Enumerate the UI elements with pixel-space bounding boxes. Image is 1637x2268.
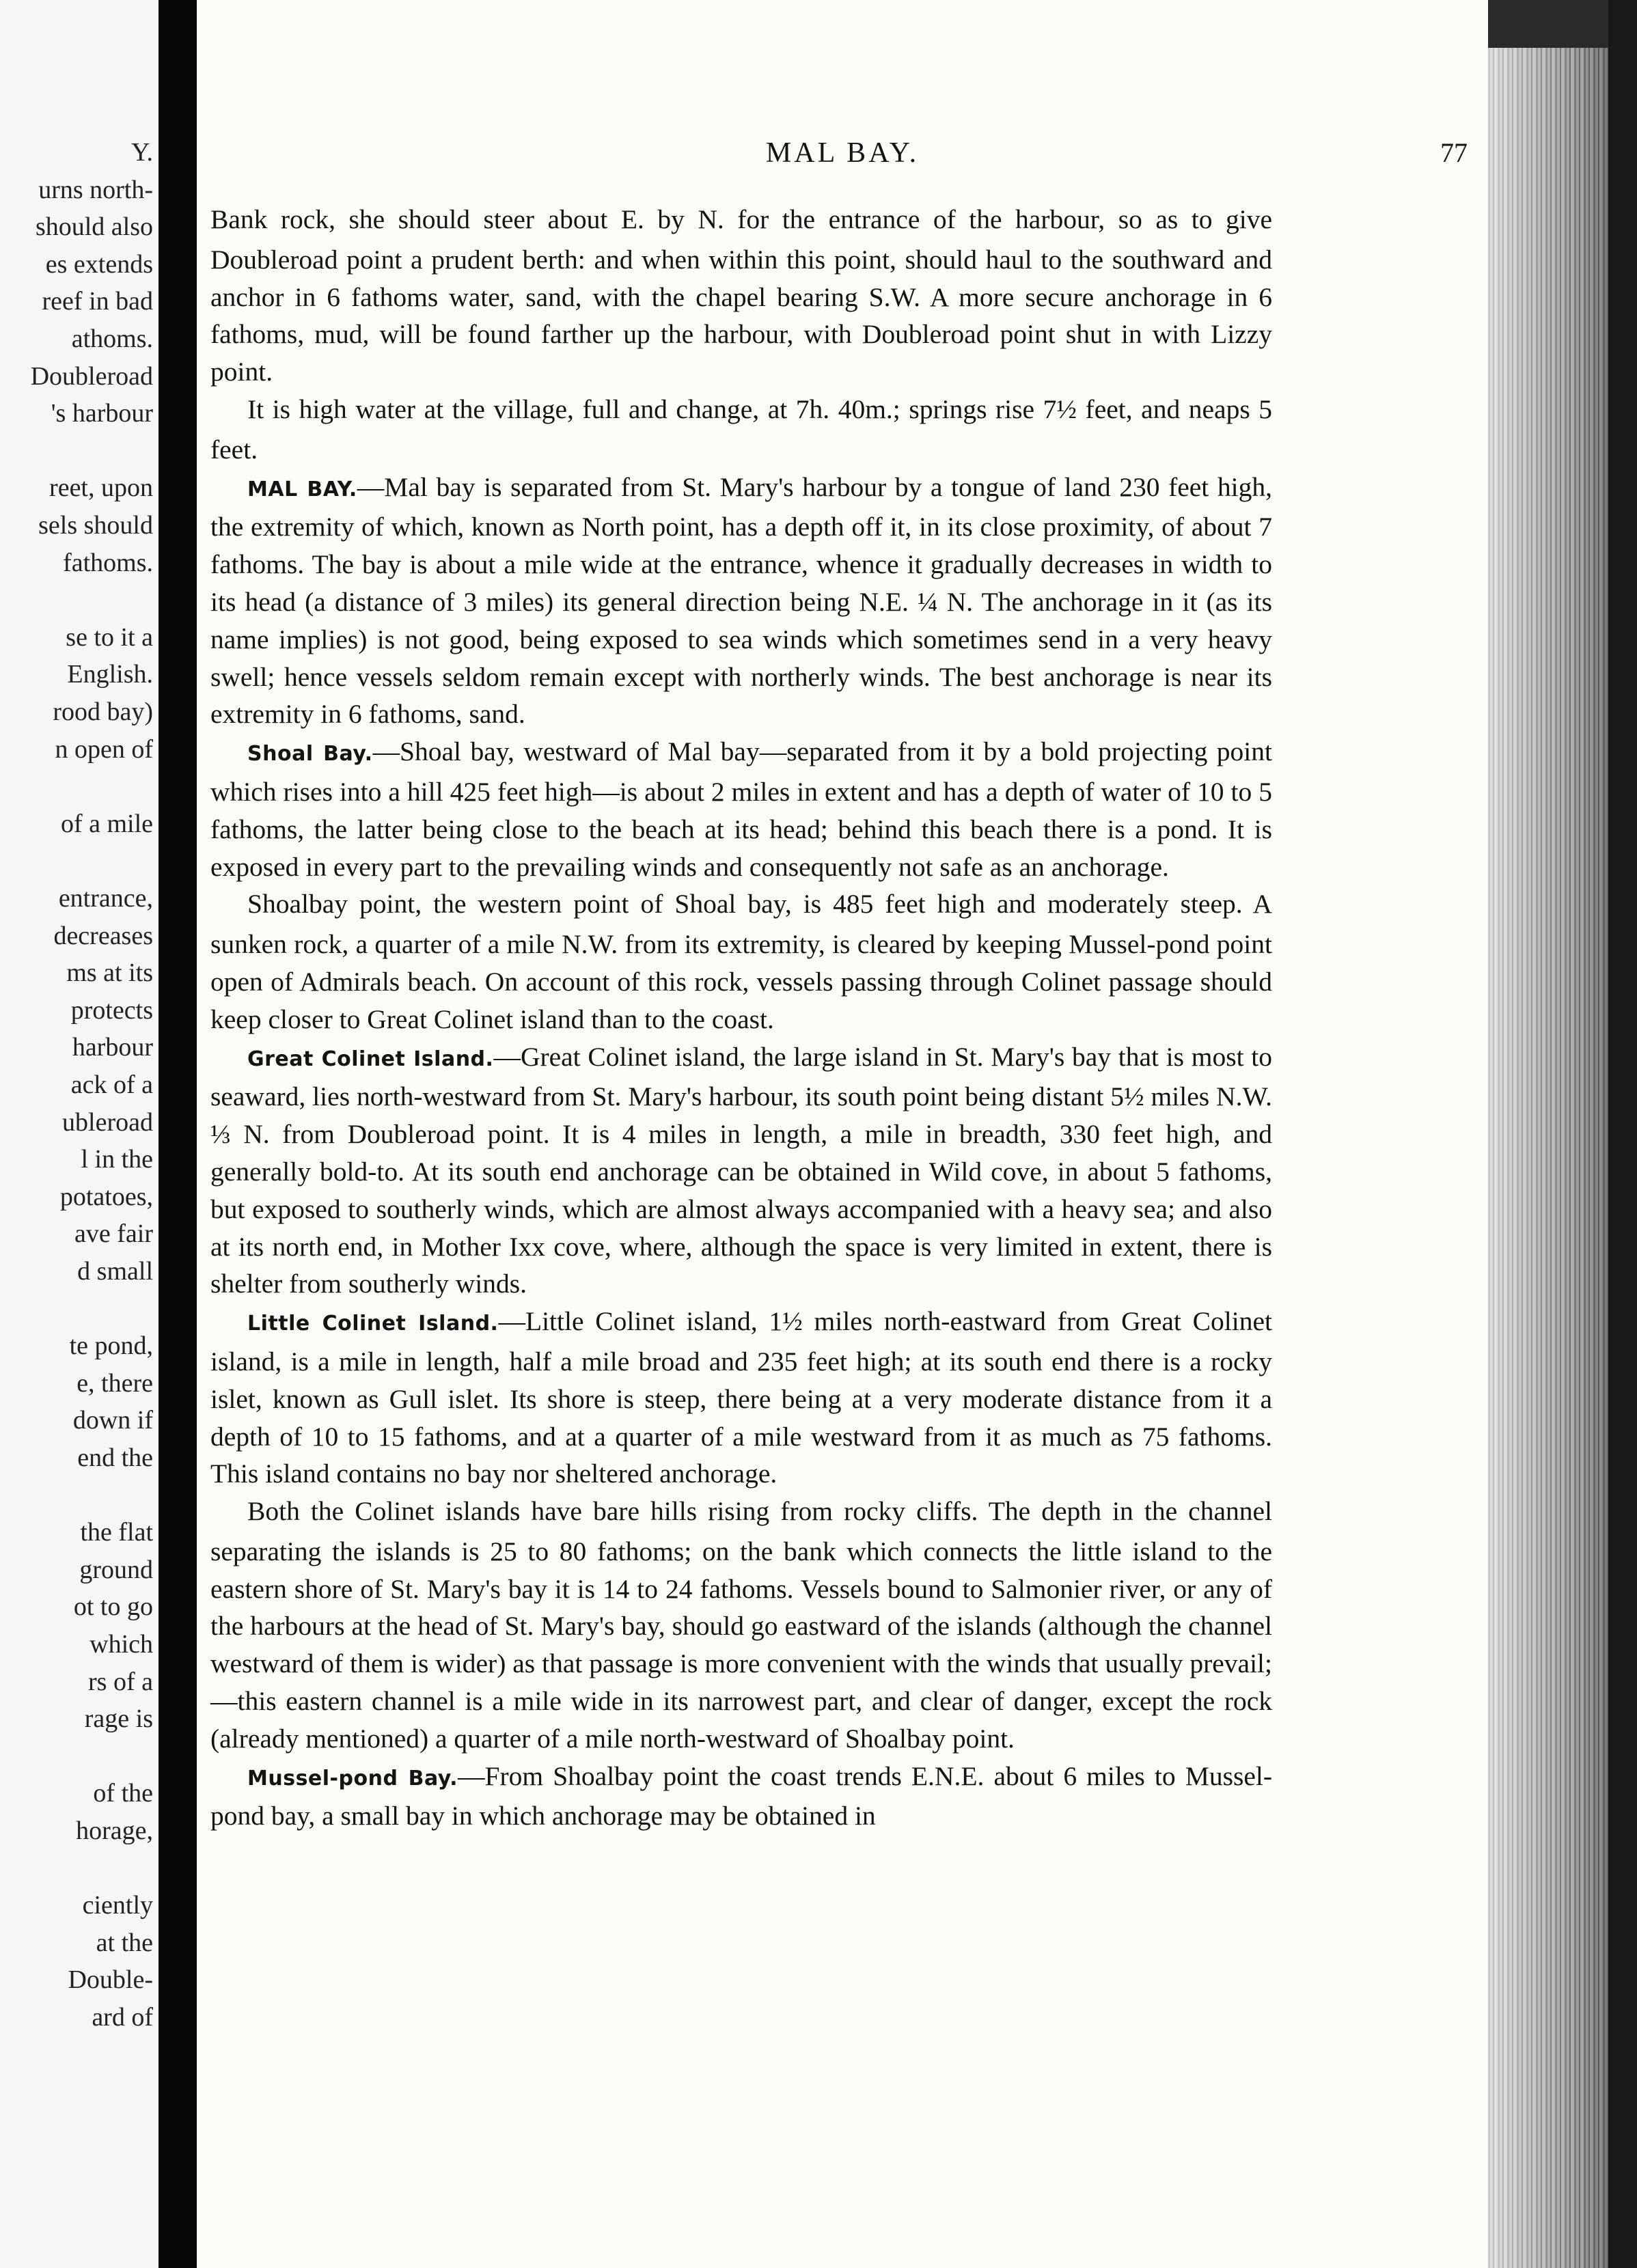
left-page-text-fragment: which: [90, 1630, 153, 1659]
left-page-text-fragment: potatoes,: [59, 1182, 153, 1211]
left-page-text-fragment: n open of: [55, 734, 153, 764]
paragraph-text: —Shoal bay, westward of Mal bay—separated from it by a bold projecting point which rises into a hill 425 feet high—is about 2 miles in extent and has a depth of water of 10 to 5 fathoms, the latter being close to the beach at its head; behind this beach there is a pond. It is exposed in every part to the prevailing winds and consequently not safe as an anchorage.: [210, 736, 1273, 882]
left-page-text-fragment: down if: [72, 1406, 153, 1435]
paragraph-text: Both the Colinet islands have bare hills rising from rocky cliffs. The depth in the channel separating the islands is 25 to 80 fathoms; on the bank which connects the little island to the eastern shore of St. Mary's bay it is 14 to 24 fathoms. Vessels bound to Salmonier river, or any of the harbours at the head of St. Mary's bay, should go eastward of the islands (although the channel westward of them is wider) as that passage is more convenient with the winds that usually prevail;—this eastern channel is a mile wide in its narrowest part, and clear of danger, except the rock (already mentioned) a quarter of a mile north-westward of Shoalbay point.: [210, 1496, 1272, 1754]
left-page-text-fragment: rood bay): [53, 697, 153, 726]
paragraph-heading: MAL BAY.: [247, 477, 357, 501]
paragraph-text: —Great Colinet island, the large island in St. Mary's bay that is most to seaward, lies north-westward from St. Mary's harbour, its south point being distant 5½ miles N.W. ⅓ N. from Doubleroad point. It is 4 miles in length, a mile in breadth, 330 feet high, and generally bold-to. At its south end anchorage can be obtained in Wild cove, in about 5 fathoms, but exposed to southerly winds, which are almost always accompanied with a heavy sea; and also at its north end, in Mother Ixx cove, where, although the space is very limited in extent, there is shelter from southerly winds.: [210, 1041, 1272, 1299]
paragraph-heading: Shoal Bay.: [247, 742, 373, 766]
left-page-text-fragment: ms at its: [66, 958, 153, 988]
left-page-text-fragment: at the: [96, 1928, 153, 1957]
paragraph: [210, 469, 1272, 734]
page-edge-stack: [1488, 0, 1637, 2268]
paragraph: [210, 201, 1272, 391]
running-title: MAL BAY.: [765, 137, 920, 169]
paragraph: [210, 1303, 1272, 1493]
book-binding-gutter: [159, 0, 197, 2268]
left-page-text-fragment: Doubleroad: [30, 361, 153, 391]
left-page-text-fragment: rs of a: [88, 1667, 153, 1696]
left-page-text-fragment: sels should: [38, 511, 153, 540]
paragraph: [210, 1493, 1272, 1758]
paragraph-text: It is high water at the village, full and change, at 7h. 40m.; springs rise 7½ feet, and neaps 5 feet.: [210, 393, 1272, 465]
paragraph: [210, 1758, 1272, 1836]
left-page-text-fragment: ciently: [82, 1891, 153, 1920]
left-page-text-fragment: d small: [77, 1257, 153, 1286]
paragraph-text: —Mal bay is separated from St. Mary's harbour by a tongue of land 230 feet high, the extremity of which, known as North point, has a depth off it, in its close proximity, of about 7 fathoms. The bay is about a mile wide at the entrance, whence it gradually decreases in width to its head (a distance of 3 miles) its general direction being N.E. ¼ N. The anchorage in it (as its name implies) is not good, being exposed to sea winds which sometimes send in a very heavy swell; hence vessels seldom remain except with northerly winds. The best anchorage is near its extremity in 6 fathoms, sand.: [210, 471, 1272, 730]
left-page-text-fragment: urns north-: [38, 175, 153, 204]
left-page-text-fragment: should also: [35, 212, 153, 242]
left-page-text-fragment: ave fair: [74, 1219, 153, 1249]
paragraph: [210, 1038, 1272, 1303]
left-page-text-fragment: ground: [79, 1555, 153, 1584]
left-page-text-fragment: decreases: [53, 921, 153, 950]
left-page-text-fragment: the flat: [80, 1518, 153, 1547]
left-page-text-fragment: entrance,: [58, 884, 153, 913]
left-page-text-fragment: of a mile: [60, 809, 153, 838]
previous-page-margin: [0, 0, 159, 2268]
left-page-text-fragment: ot to go: [73, 1592, 153, 1622]
paragraph: [210, 391, 1272, 469]
left-page-text-fragment: horage,: [76, 1816, 153, 1845]
left-page-text-fragment: es extends: [45, 249, 153, 279]
left-page-text-fragment: ubleroad: [62, 1107, 153, 1137]
left-page-text-fragment: Double-: [68, 1965, 153, 1995]
left-page-text-fragment: harbour: [72, 1033, 153, 1062]
body-text: [210, 201, 1272, 1835]
paragraph: [210, 885, 1272, 1038]
left-page-text-fragment: fathoms.: [63, 548, 153, 577]
left-page-text-fragment: end the: [77, 1443, 153, 1472]
left-page-text-fragment: te pond,: [69, 1331, 153, 1361]
left-page-text-fragment: ack of a: [70, 1070, 153, 1099]
paragraph-text: —From Shoalbay point the coast trends E.N.E. about 6 miles to Mussel-pond bay, a small bay in which anchorage may be obtained in: [210, 1760, 1272, 1831]
paragraph-text: Shoalbay point, the western point of Shoal bay, is 485 feet high and moderately steep. A sunken rock, a quarter of a mile N.W. from its extremity, is cleared by keeping Mussel-pond point open of Admirals beach. On account of this rock, vessels passing through Colinet passage should keep closer to Great Colinet island than to the coast.: [210, 889, 1272, 1034]
left-page-text-fragment: reet, upon: [49, 473, 153, 503]
paragraph-heading: Little Colinet Island.: [247, 1312, 499, 1336]
left-page-text-fragment: 's harbour: [51, 399, 153, 428]
page-number: 77: [1440, 137, 1468, 168]
left-page-text-fragment: e, there: [77, 1368, 153, 1398]
paragraph-heading: Mussel-pond Bay.: [247, 1766, 458, 1790]
paragraph-text: —Little Colinet island, 1½ miles north-eastward from Great Colinet island, is a mile in length, half a mile broad and 235 feet high; at its south end there is a rocky islet, known as Gull islet. Its shore is steep, there being at a very moderate distance from it a depth of 10 to 15 fathoms, and at a quarter of a mile westward from it as much as 75 fathoms. This island contains no bay nor sheltered anchorage.: [210, 1306, 1272, 1489]
left-page-text-fragment: English.: [67, 660, 153, 689]
left-page-text-fragment: athoms.: [71, 324, 153, 353]
left-page-text-fragment: l in the: [81, 1145, 153, 1174]
running-head: [197, 137, 1488, 178]
left-page-text-fragment: reef in bad: [42, 287, 153, 316]
left-page-text-fragment: rage is: [84, 1704, 153, 1734]
left-page-text-fragment: ard of: [92, 2003, 153, 2032]
left-page-text-fragment: of the: [93, 1779, 153, 1808]
left-page-text-fragment: Y.: [130, 138, 153, 167]
left-page-text-fragment: se to it a: [66, 622, 153, 652]
paragraph: [210, 733, 1272, 885]
left-page-text-fragment: protects: [70, 995, 153, 1025]
paragraph-text: Bank rock, she should steer about E. by N. for the entrance of the harbour, so as to give Doubleroad point a prudent berth: and when within this point, should haul to the southward and anchor in 6 fathoms water, sand, with the chapel bearing S.W. A more secure anchorage in 6 fathoms, mud, will be found farther up the harbour, with Doubleroad point shut in with Lizzy point.: [210, 204, 1272, 387]
paragraph-heading: Great Colinet Island.: [247, 1047, 494, 1071]
